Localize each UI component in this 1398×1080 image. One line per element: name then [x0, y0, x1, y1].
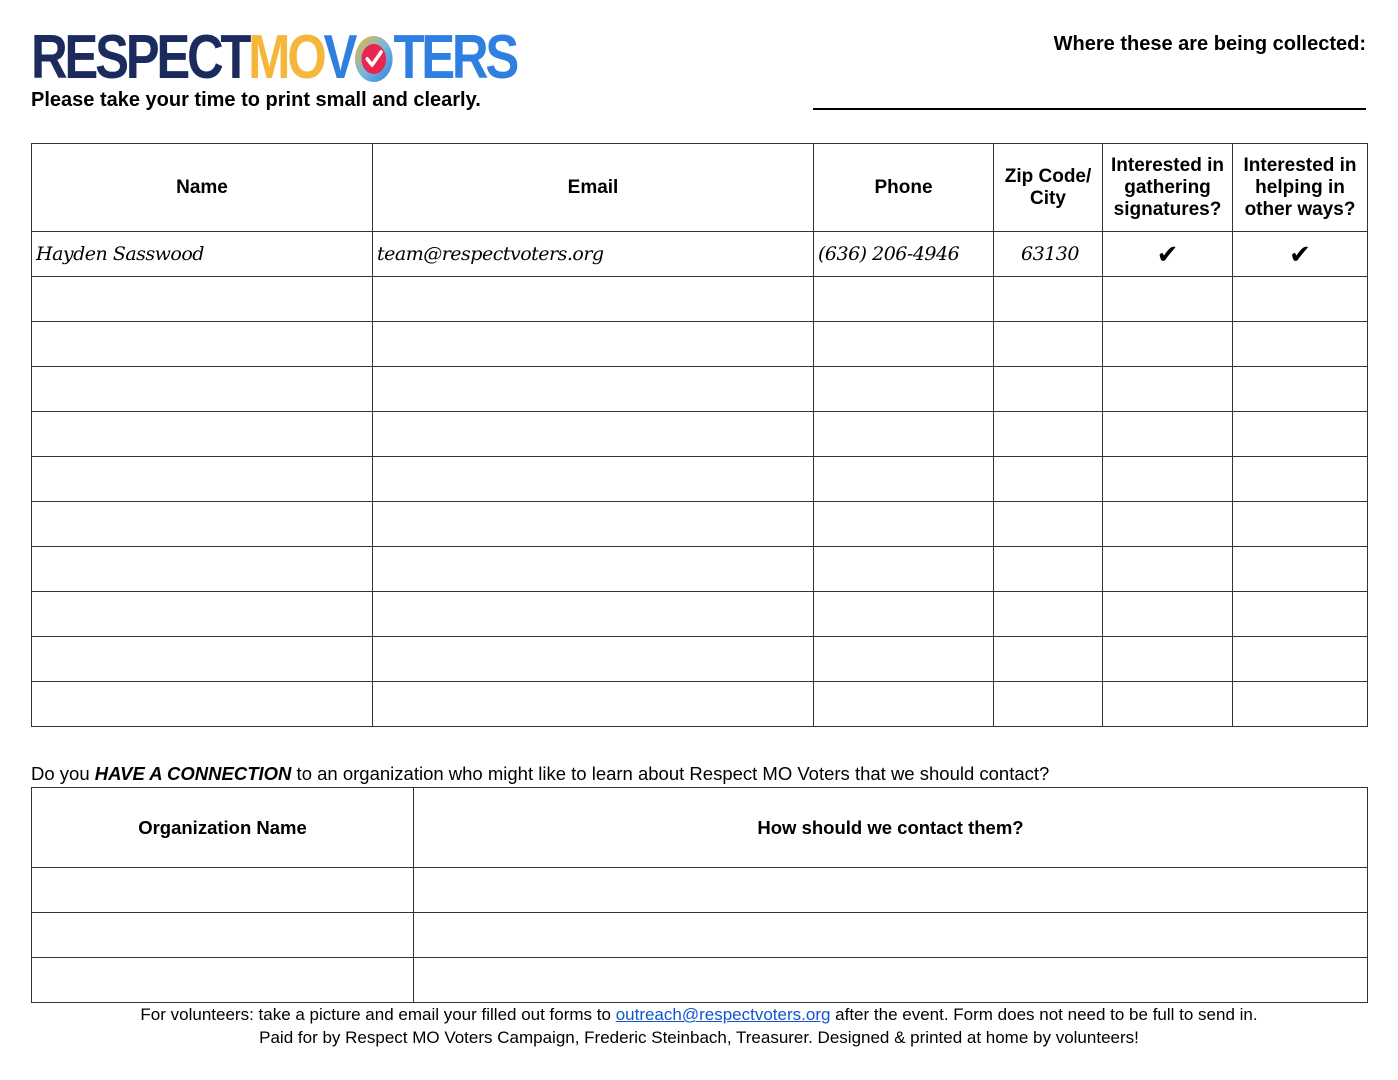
signup-row: [32, 547, 1368, 592]
name-cell[interactable]: [32, 277, 373, 322]
signup-table: [31, 143, 1368, 727]
name-cell[interactable]: [32, 502, 373, 547]
email-cell[interactable]: [373, 547, 814, 592]
name-cell[interactable]: [32, 547, 373, 592]
footer-text-after: after the event. Form does not need to be full to send in.: [830, 1005, 1258, 1024]
organization-name-cell[interactable]: [32, 958, 414, 1003]
header-gathering-signatures: Interested in gathering signatures?: [1103, 144, 1233, 232]
name-cell[interactable]: [32, 682, 373, 727]
helping-checkbox-cell[interactable]: ✔: [1233, 232, 1368, 277]
email-cell[interactable]: [373, 412, 814, 457]
helping-checkbox-cell[interactable]: [1233, 592, 1368, 637]
name-cell[interactable]: Hayden Sasswood: [32, 232, 373, 277]
phone-cell[interactable]: [814, 412, 994, 457]
email-cell[interactable]: [373, 277, 814, 322]
email-cell[interactable]: [373, 367, 814, 412]
gathering-checkbox-cell[interactable]: ✔: [1103, 232, 1233, 277]
name-cell[interactable]: [32, 592, 373, 637]
collection-location-line[interactable]: [813, 108, 1366, 110]
name-cell[interactable]: [32, 412, 373, 457]
gathering-checkbox-cell[interactable]: [1103, 502, 1233, 547]
gathering-checkbox-cell[interactable]: [1103, 547, 1233, 592]
gathering-checkbox-cell[interactable]: [1103, 637, 1233, 682]
header-helping-other-ways: Interested in helping in other ways?: [1233, 144, 1368, 232]
connection-emphasis: HAVE A CONNECTION: [94, 763, 292, 784]
zip-cell[interactable]: [994, 322, 1103, 367]
phone-cell[interactable]: [814, 457, 994, 502]
contact-method-cell[interactable]: [414, 913, 1368, 958]
helping-checkbox-cell[interactable]: [1233, 547, 1368, 592]
name-cell[interactable]: [32, 457, 373, 502]
header-phone: Phone: [814, 144, 994, 232]
signup-header-row: [32, 144, 1368, 232]
zip-cell[interactable]: [994, 592, 1103, 637]
name-cell[interactable]: [32, 367, 373, 412]
helping-checkbox-cell[interactable]: [1233, 322, 1368, 367]
zip-cell[interactable]: [994, 502, 1103, 547]
email-cell[interactable]: [373, 637, 814, 682]
gathering-checkbox-cell[interactable]: [1103, 277, 1233, 322]
phone-cell[interactable]: [814, 502, 994, 547]
organization-table: [31, 787, 1368, 1003]
helping-checkbox-cell[interactable]: [1233, 367, 1368, 412]
heart-check-icon: [355, 36, 393, 82]
signup-row: [32, 502, 1368, 547]
phone-cell[interactable]: (636) 206-4946: [814, 232, 994, 277]
phone-cell[interactable]: [814, 277, 994, 322]
logo-letter-v: V: [323, 23, 355, 92]
helping-checkbox-cell[interactable]: [1233, 412, 1368, 457]
email-cell[interactable]: [373, 322, 814, 367]
header-email: Email: [373, 144, 814, 232]
name-cell[interactable]: [32, 322, 373, 367]
signup-row: [32, 682, 1368, 727]
phone-cell[interactable]: [814, 547, 994, 592]
signup-row: [32, 277, 1368, 322]
helping-checkbox-cell[interactable]: [1233, 502, 1368, 547]
instructions-text: Please take your time to print small and clearly.: [31, 89, 481, 111]
org-header-row: [32, 788, 1368, 868]
signup-row: [32, 592, 1368, 637]
signup-row: [32, 457, 1368, 502]
phone-cell[interactable]: [814, 592, 994, 637]
email-cell[interactable]: team@respectvoters.org: [373, 232, 814, 277]
header-zip-city: Zip Code/ City: [994, 144, 1103, 232]
zip-cell[interactable]: [994, 277, 1103, 322]
connection-prefix: Do you: [31, 763, 95, 784]
phone-cell[interactable]: [814, 682, 994, 727]
outreach-email-link[interactable]: outreach@respectvoters.org: [615, 1005, 831, 1024]
name-cell[interactable]: [32, 637, 373, 682]
header-organization-name: Organization Name: [32, 788, 414, 868]
contact-method-cell[interactable]: [414, 958, 1368, 1003]
signup-row: [32, 232, 1368, 277]
header-contact-method: How should we contact them?: [414, 788, 1368, 868]
footer-volunteer-instructions: [0, 1005, 1398, 1025]
org-row: [32, 868, 1368, 913]
footer-text-before: For volunteers: take a picture and email your filled out forms to: [140, 1005, 616, 1024]
signup-row: [32, 322, 1368, 367]
gathering-checkbox-cell[interactable]: [1103, 592, 1233, 637]
zip-cell[interactable]: [994, 682, 1103, 727]
org-row: [32, 958, 1368, 1003]
helping-checkbox-cell[interactable]: [1233, 637, 1368, 682]
footer-paid-for: Paid for by Respect MO Voters Campaign, Frederic Steinbach, Treasurer. Designed & printed at home by volunteers!: [259, 1028, 1139, 1047]
email-cell[interactable]: [373, 682, 814, 727]
zip-cell[interactable]: [994, 367, 1103, 412]
zip-cell[interactable]: [994, 412, 1103, 457]
helping-checkbox-cell[interactable]: [1233, 277, 1368, 322]
email-cell[interactable]: [373, 592, 814, 637]
connection-question: [31, 763, 1049, 785]
gathering-checkbox-cell[interactable]: [1103, 682, 1233, 727]
logo-word-mo: MO: [248, 23, 324, 92]
phone-cell[interactable]: [814, 322, 994, 367]
signup-row: [32, 412, 1368, 457]
respect-mo-voters-logo: [31, 23, 516, 92]
gathering-checkbox-cell[interactable]: [1103, 367, 1233, 412]
gathering-checkbox-cell[interactable]: [1103, 412, 1233, 457]
signup-row: [32, 637, 1368, 682]
signup-row: [32, 367, 1368, 412]
zip-cell[interactable]: [994, 457, 1103, 502]
helping-checkbox-cell[interactable]: [1233, 457, 1368, 502]
phone-cell[interactable]: [814, 367, 994, 412]
helping-checkbox-cell[interactable]: [1233, 682, 1368, 727]
organization-name-cell[interactable]: [32, 913, 414, 958]
gathering-checkbox-cell[interactable]: [1103, 457, 1233, 502]
collection-location-label: Where these are being collected:: [1053, 33, 1366, 55]
phone-cell[interactable]: [814, 637, 994, 682]
email-cell[interactable]: [373, 502, 814, 547]
zip-cell[interactable]: 63130: [994, 232, 1103, 277]
logo-word-ters: TERS: [393, 23, 516, 92]
organization-name-cell[interactable]: [32, 868, 414, 913]
org-row: [32, 913, 1368, 958]
contact-method-cell[interactable]: [414, 868, 1368, 913]
logo-word-respect: RESPECT: [31, 23, 249, 92]
zip-cell[interactable]: [994, 637, 1103, 682]
header-name: Name: [32, 144, 373, 232]
email-cell[interactable]: [373, 457, 814, 502]
zip-cell[interactable]: [994, 547, 1103, 592]
gathering-checkbox-cell[interactable]: [1103, 322, 1233, 367]
connection-suffix: to an organization who might like to learn about Respect MO Voters that we should contact?: [291, 763, 1050, 784]
